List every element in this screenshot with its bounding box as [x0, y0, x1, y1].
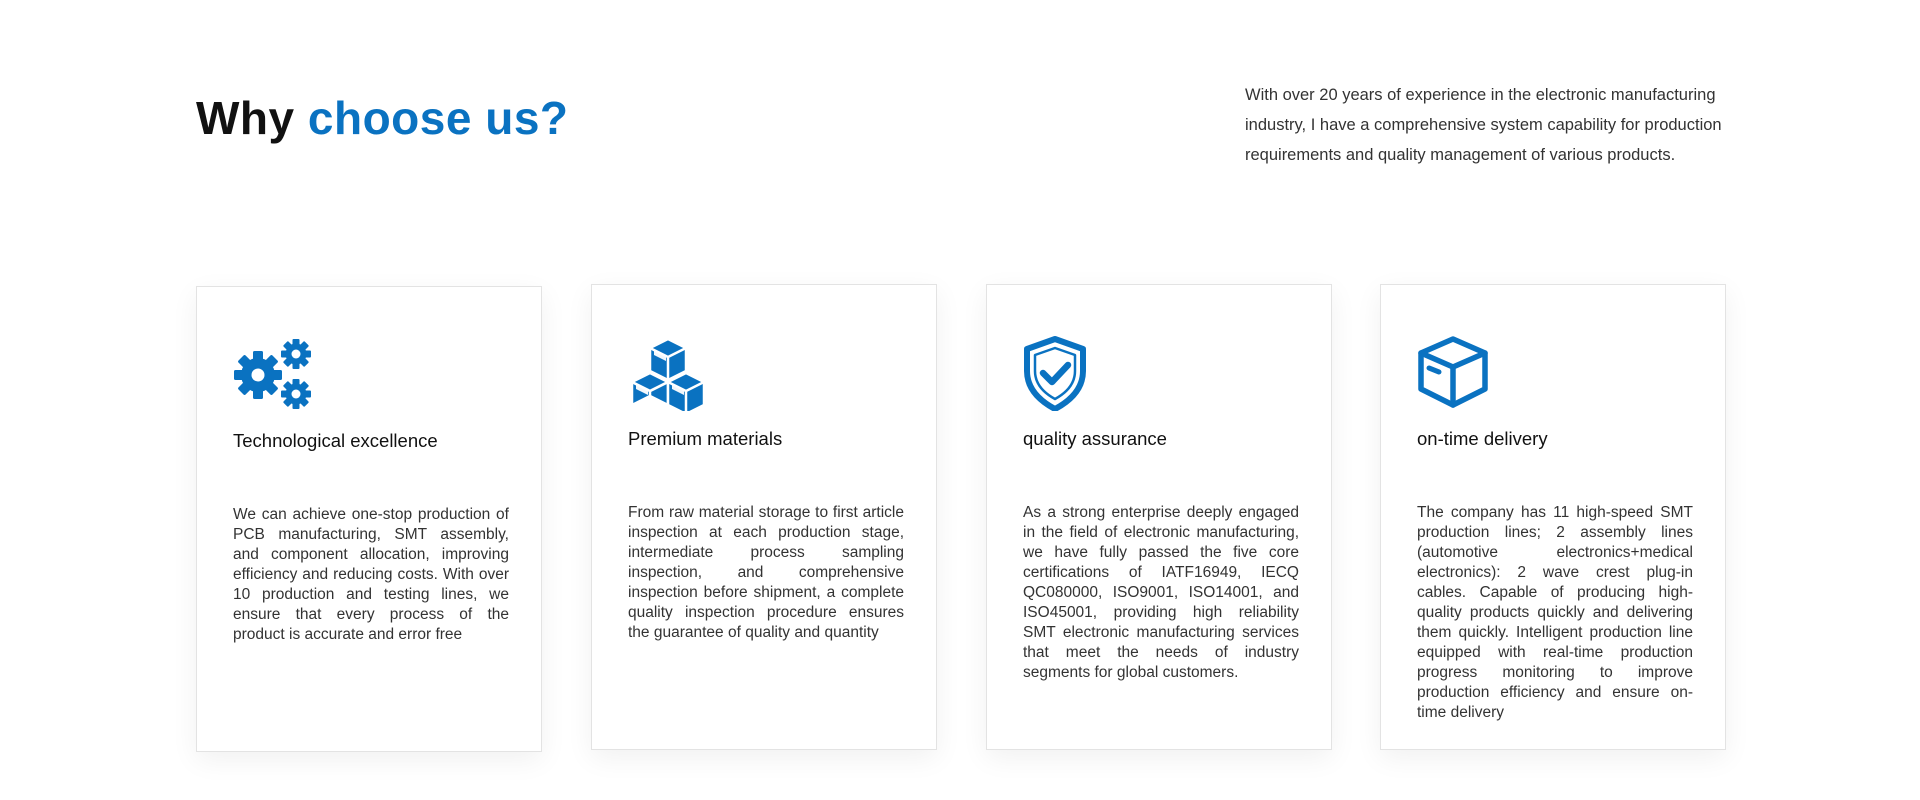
- cubes-icon: [628, 335, 710, 411]
- feature-card-premium-materials: [591, 284, 937, 750]
- section-heading: [196, 88, 569, 148]
- heading-prefix: Why: [196, 92, 295, 144]
- feature-card-technological-excellence: [196, 286, 542, 752]
- feature-title: quality assurance: [1023, 428, 1167, 449]
- shield-check-icon: [1023, 335, 1105, 411]
- feature-description: We can achieve one-stop production of PCB manufacturing, SMT assembly, and component allocation, improving efficiency and reducing costs. With over 10 production and testing lines, we ensure that every process of the product is accurate and error free: [233, 506, 509, 643]
- feature-title: Technological excellence: [233, 430, 438, 451]
- box-icon: [1417, 335, 1499, 411]
- feature-description: From raw material storage to first article inspection at each production stage, intermediate process sampling inspection, and comprehensive inspection before shipment, a complete quality inspection procedure ensures the guarantee of quality and quantity: [628, 504, 904, 641]
- heading-accent: choose us?: [307, 92, 569, 144]
- feature-card-quality-assurance: [986, 284, 1332, 750]
- feature-description: The company has 11 high-speed SMT production lines; 2 assembly lines (automotive electronics+medical electronics): 2 wave crest plug-in cables. Capable of producing high-quality products quickly and delivering them quickly. Intelligent production line equipped with real-time production progress monitoring to improve production efficiency and ensure on-time delivery: [1417, 504, 1693, 721]
- feature-description: As a strong enterprise deeply engaged in the field of electronic manufacturing, we have fully passed the five core certifications of IATF16949, IECQ QC080000, ISO9001, ISO14001, and ISO45001, providing high reliability SMT electronic manufacturing services that meet the needs of industry segments for global customers.: [1023, 504, 1299, 681]
- gears-icon: [233, 337, 315, 413]
- feature-card-on-time-delivery: [1380, 284, 1726, 750]
- feature-title: Premium materials: [628, 428, 783, 449]
- section-intro: With over 20 years of experience in the electronic manufacturing industry, I have a comprehensive system capability for production requirements and quality management of various products.: [1245, 86, 1722, 164]
- feature-title: on-time delivery: [1417, 428, 1548, 449]
